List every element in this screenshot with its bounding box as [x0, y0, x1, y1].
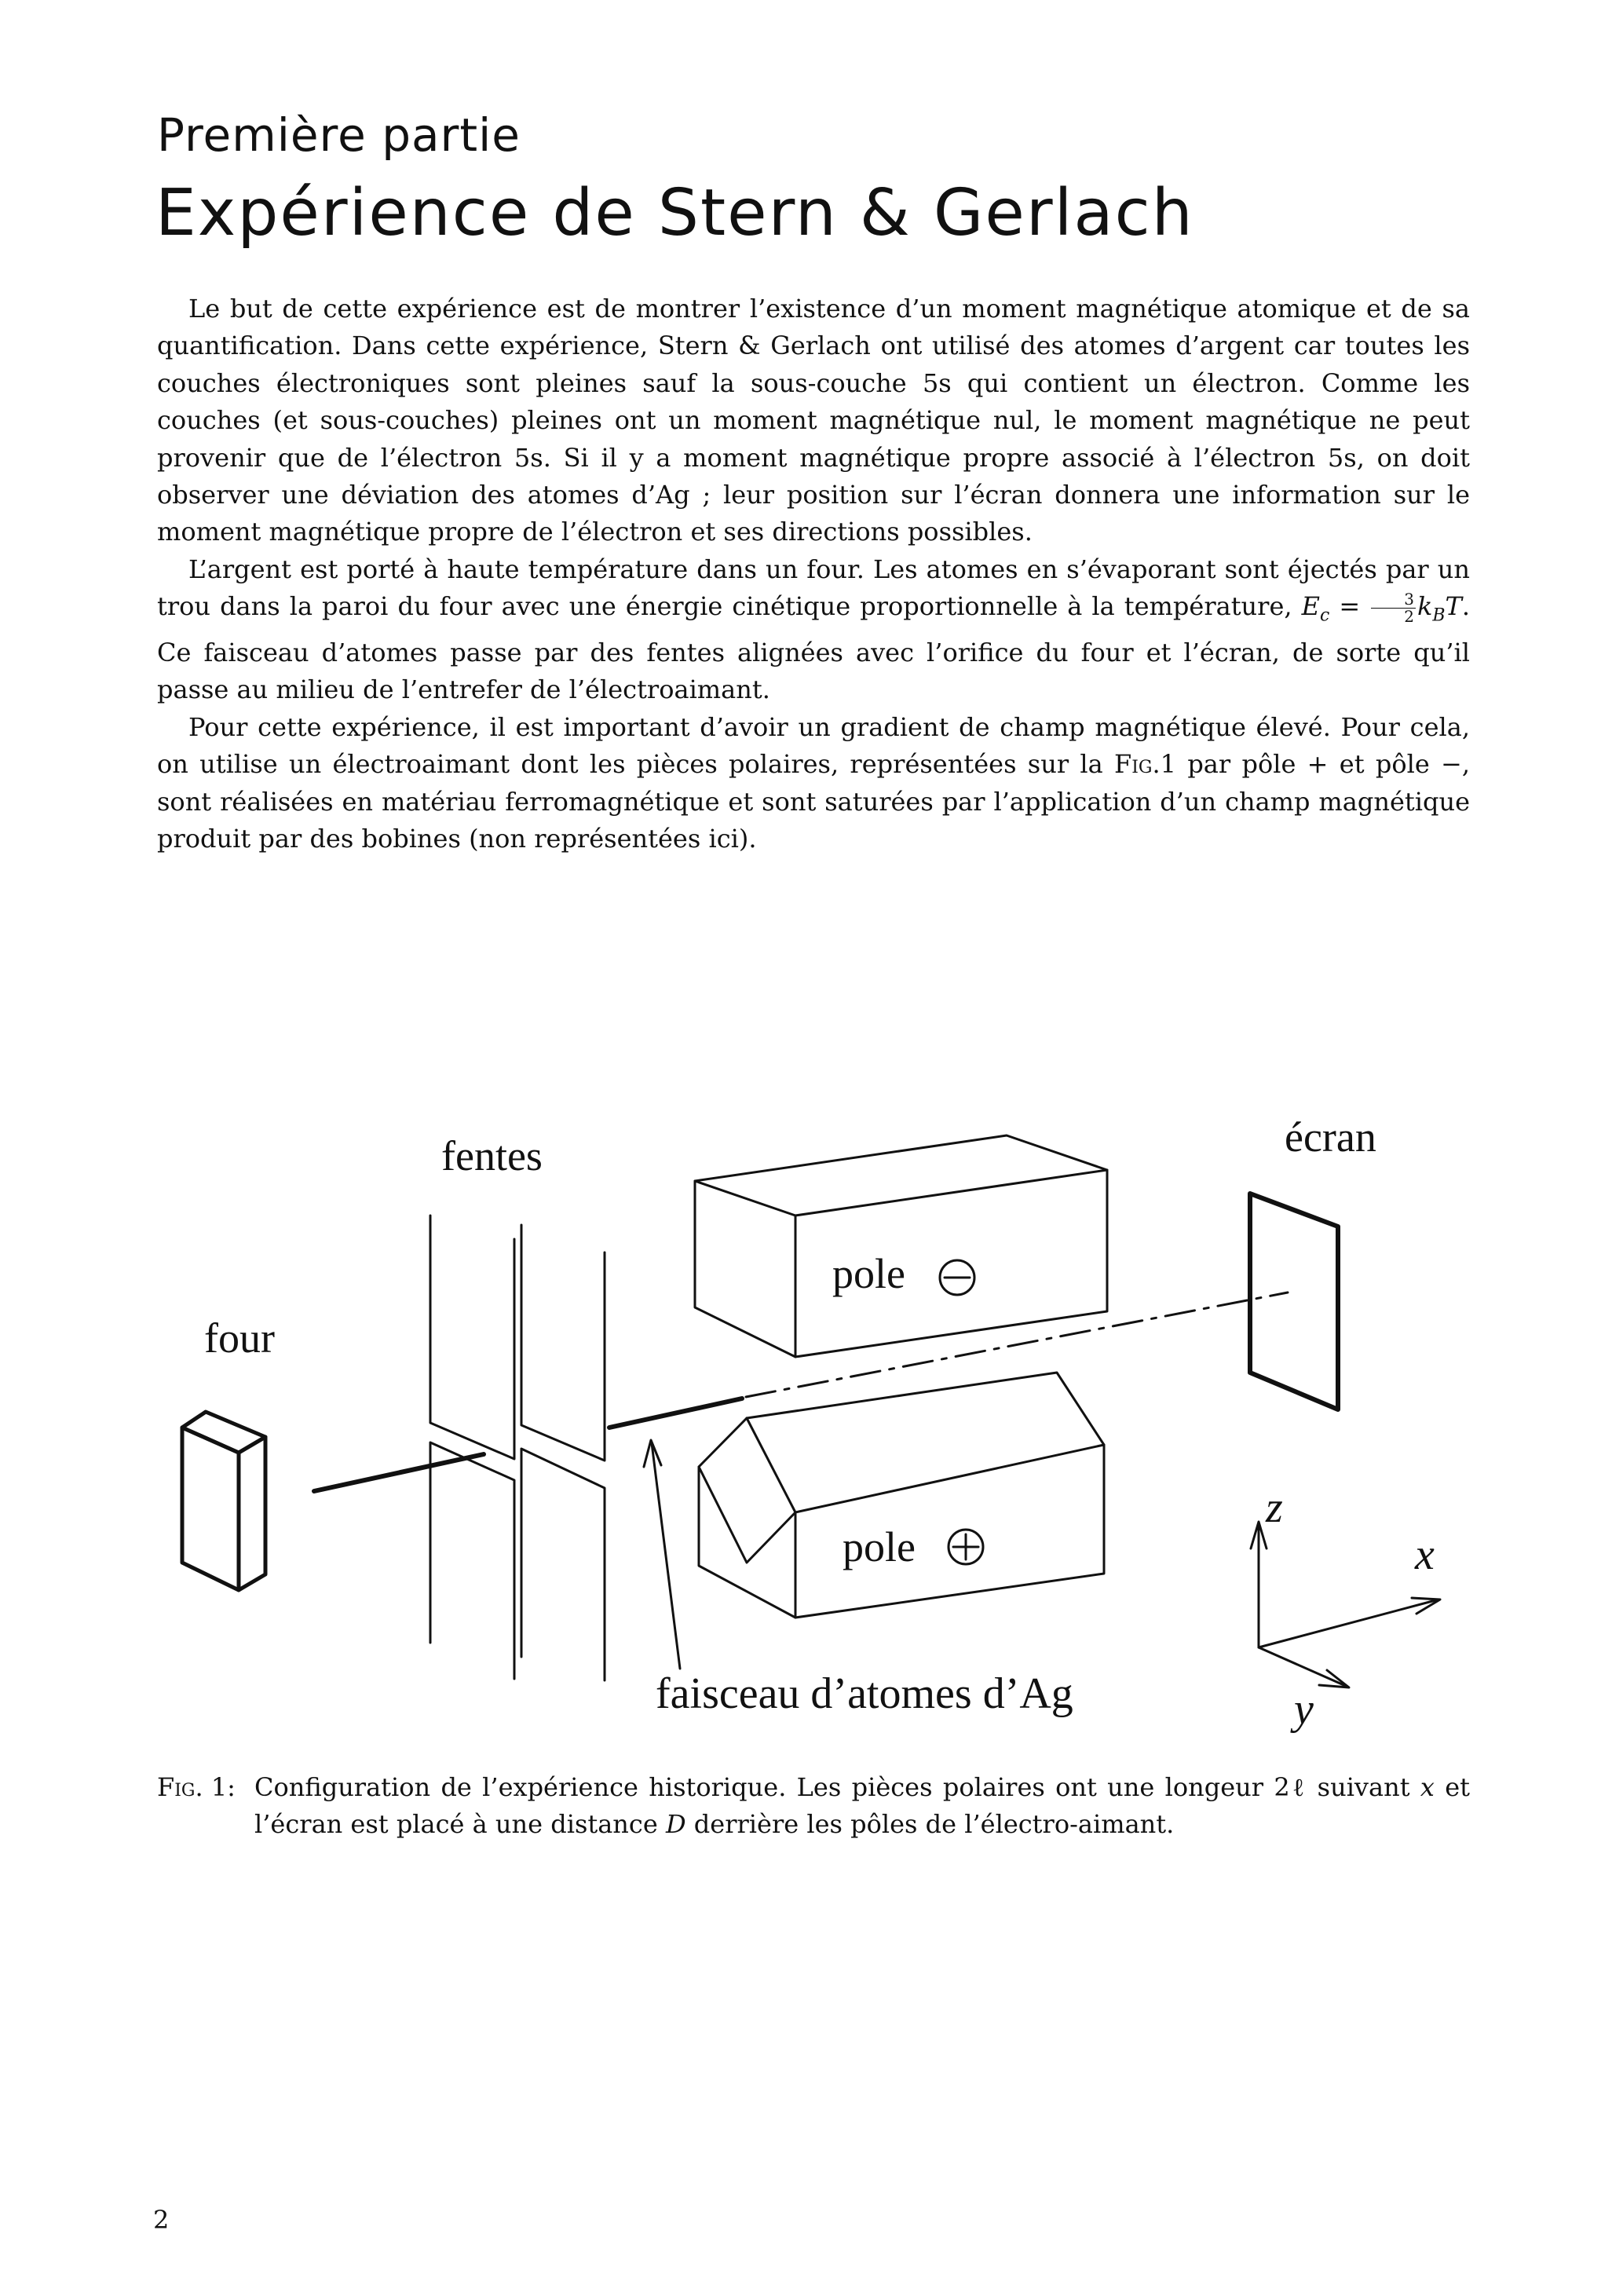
- caption-distance-var: D: [665, 1809, 686, 1839]
- caption-axis-var: x: [1420, 1772, 1435, 1802]
- slit-plates: [430, 1216, 605, 1680]
- label-faisceau: faisceau d’atomes d’Ag: [656, 1669, 1073, 1718]
- figure-caption: [157, 1769, 1470, 1843]
- energy-symbol: $E_c$: [1301, 591, 1330, 626]
- label-pole-minus: pole: [832, 1250, 905, 1297]
- fraction-numerator: 3: [1371, 591, 1416, 609]
- label-ecran: écran: [1285, 1113, 1376, 1161]
- caption-label: Fig. 1:: [157, 1772, 236, 1802]
- paragraph-2-text-a: L’argent est porté à haute température dans un four. Les atomes en s’évaporant sont éjectés par un trou dans la paroi du four avec une énergie cinétique proportionnelle à la température,: [157, 554, 1470, 622]
- pole-plus-block: [699, 1373, 1104, 1618]
- beam-pointer-arrow: [644, 1440, 680, 1669]
- caption-length: 2ℓ: [1274, 1772, 1307, 1802]
- paragraph-2-text-b: . Ce faisceau d’atomes passe par des fentes alignées avec l’orifice du four et l’écran, de sorte qu’il passe au milieu de l’entrefer de l’électroaimant.: [157, 591, 1471, 705]
- boltzmann-symbol: $k_BT$: [1416, 591, 1462, 626]
- label-pole-plus: pole: [843, 1523, 916, 1570]
- pole-minus-block: [695, 1135, 1107, 1357]
- part-title: Expérience de Stern & Gerlach: [155, 176, 1194, 250]
- screen-plate: [1250, 1194, 1338, 1409]
- paragraph-2: [157, 551, 1470, 709]
- slit-1-upper: [430, 1216, 514, 1459]
- beam-solid-2: [609, 1398, 742, 1428]
- paragraph-3-text-b: par pôle + et pôle −, sont réalisées en matériau ferromagnétique et sont saturées par l’application d’un champ magnétique produit par des bobines (non représentées ici).: [157, 749, 1471, 854]
- page-number: 2: [153, 2205, 170, 2235]
- fraction-denominator: 2: [1404, 607, 1414, 627]
- oven-box: [182, 1412, 265, 1590]
- beam-dashed: [746, 1292, 1288, 1397]
- temperature-symbol: T: [1445, 591, 1462, 622]
- minus-circle-icon: [940, 1260, 974, 1295]
- axis-x-line: [1259, 1600, 1438, 1647]
- stern-gerlach-diagram: [0, 1076, 1623, 1743]
- label-axis-z: z: [1266, 1483, 1283, 1532]
- figure-ref-label: Fig.: [1114, 749, 1161, 780]
- boltzmann-subscript: B: [1432, 605, 1446, 626]
- beam-solid-1: [314, 1454, 484, 1491]
- equals-sign: =: [1339, 591, 1361, 622]
- label-four: four: [204, 1314, 275, 1362]
- axis-y-line: [1259, 1647, 1347, 1687]
- paragraph-3: [157, 709, 1470, 858]
- slit-1-lower: [430, 1442, 514, 1679]
- fraction: [1371, 591, 1416, 625]
- paragraph-1: Le but de cette expérience est de montrer l’existence d’un moment magnétique atomique et de sa quantification. Dans cette expérience, Stern & Gerlach ont utilisé des atomes d’argent car toutes les couches électroniques sont pleines sauf la sous-couche 5s qui contient un électron. Comme les couches (et sous-couches) pleines ont un moment magnétique nul, le moment magnétique ne peut provenir que de l’électron 5s. Si il y a moment magnétique propre associé à l’électron 5s, on doit observer une déviation des atomes d’Ag ; leur position sur l’écran donnera une information sur le moment magnétique propre de l’électron et ses directions possibles.: [157, 294, 1470, 547]
- label-axis-x: x: [1415, 1530, 1435, 1579]
- label-fentes: fentes: [441, 1132, 543, 1179]
- part-label: Première partie: [157, 108, 521, 162]
- plus-circle-icon: [949, 1530, 983, 1564]
- body-text: [157, 291, 1470, 857]
- axes: [1251, 1522, 1440, 1687]
- paragraph-3-text-a: Pour cette expérience, il est important d’avoir un gradient de champ magnétique élevé. Pour cela, on utilise un électroaimant dont les pièces polaires, représentées sur la: [157, 711, 1470, 780]
- label-axis-y: y: [1294, 1685, 1314, 1734]
- energy-subscript: c: [1319, 605, 1330, 626]
- slit-2-lower: [521, 1449, 605, 1680]
- figure-ref-number: 1: [1160, 749, 1177, 780]
- slit-2-upper: [521, 1225, 605, 1461]
- caption-text: Configuration de l’expérience historique. Les pièces polaires ont une longeur 2ℓ suivant x et l’écran est placé à une distance D derrière les pôles de l’électro-aimant.: [254, 1772, 1471, 1839]
